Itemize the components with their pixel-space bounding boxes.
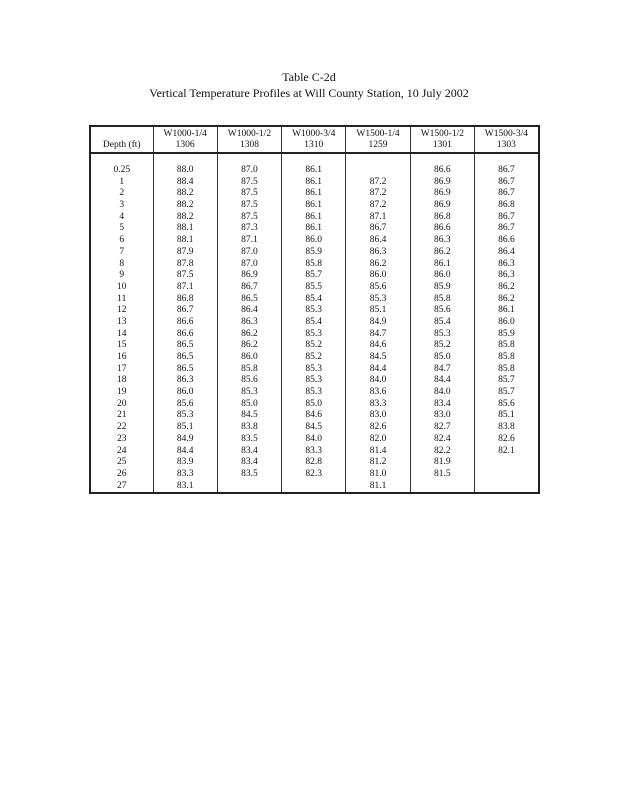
depth-cell: 9 <box>90 270 153 282</box>
temperature-cell: 83.1 <box>153 481 217 494</box>
spacer-cell <box>90 153 153 165</box>
temperature-cell: 85.6 <box>153 399 217 411</box>
temperature-cell: 83.8 <box>474 422 538 434</box>
temperature-cell <box>474 481 538 494</box>
temperature-cell: 85.9 <box>410 282 474 294</box>
temperature-cell: 88.2 <box>153 188 217 200</box>
temperature-cell: 86.3 <box>346 247 410 259</box>
temperature-cell: 82.7 <box>410 422 474 434</box>
table-row <box>90 399 539 411</box>
spacer-cell <box>282 153 346 165</box>
temperature-cell: 85.4 <box>282 317 346 329</box>
temperature-cell: 85.7 <box>474 375 538 387</box>
depth-cell: 5 <box>90 223 153 235</box>
temperature-cell: 86.1 <box>410 259 474 271</box>
temperature-cell: 85.8 <box>474 364 538 376</box>
temperature-cell: 86.6 <box>153 329 217 341</box>
table-row <box>90 329 539 341</box>
table-row <box>90 434 539 446</box>
table-row <box>90 469 539 481</box>
temperature-cell: 86.3 <box>474 259 538 271</box>
temperature-cell: 84.0 <box>346 375 410 387</box>
temperature-cell: 87.1 <box>153 282 217 294</box>
temperature-cell: 82.2 <box>410 446 474 458</box>
temperature-cell: 83.4 <box>217 457 281 469</box>
temperature-cell: 88.2 <box>153 200 217 212</box>
temperature-cell: 84.9 <box>153 434 217 446</box>
temperature-cell: 87.2 <box>346 188 410 200</box>
depth-header <box>90 126 153 153</box>
table-row <box>90 305 539 317</box>
depth-cell: 16 <box>90 352 153 364</box>
temperature-cell: 82.6 <box>474 434 538 446</box>
column-header <box>282 126 346 153</box>
temperature-cell: 86.1 <box>282 177 346 189</box>
temperature-cell: 85.7 <box>282 270 346 282</box>
temperature-cell: 85.4 <box>282 294 346 306</box>
spacer-cell <box>474 153 538 165</box>
temperature-cell: 86.4 <box>217 305 281 317</box>
temperature-cell: 86.7 <box>153 305 217 317</box>
depth-cell: 26 <box>90 469 153 481</box>
temperature-cell: 86.1 <box>282 223 346 235</box>
temperature-cell: 83.3 <box>346 399 410 411</box>
temperature-cell: 86.7 <box>474 188 538 200</box>
temperature-cell: 86.3 <box>474 270 538 282</box>
table-subtitle: Vertical Temperature Profiles at Will County Station, 10 July 2002 <box>149 86 469 100</box>
header-row <box>90 126 539 153</box>
temperature-cell: 83.5 <box>217 469 281 481</box>
depth-cell: 20 <box>90 399 153 411</box>
temperature-cell: 86.1 <box>282 188 346 200</box>
table-row <box>90 481 539 494</box>
depth-cell: 2 <box>90 188 153 200</box>
temperature-cell: 86.2 <box>474 294 538 306</box>
table-row <box>90 212 539 224</box>
temperature-cell: 85.8 <box>217 364 281 376</box>
temperature-cell: 82.3 <box>282 469 346 481</box>
temperature-cell: 86.6 <box>474 235 538 247</box>
table-row <box>90 340 539 352</box>
temperature-cell: 86.5 <box>153 352 217 364</box>
temperature-cell <box>474 457 538 469</box>
temperature-cell: 88.0 <box>153 165 217 177</box>
table-row <box>90 457 539 469</box>
depth-cell: 13 <box>90 317 153 329</box>
column-name: W1000-3/4 <box>292 129 336 139</box>
temperature-cell: 86.2 <box>410 247 474 259</box>
temperature-cell: 87.0 <box>217 165 281 177</box>
temperature-cell: 83.5 <box>217 434 281 446</box>
depth-cell: 1 <box>90 177 153 189</box>
column-time: 1306 <box>175 140 195 150</box>
column-name: W1500-3/4 <box>484 129 529 139</box>
column-header <box>217 126 281 153</box>
temperature-cell <box>282 481 346 494</box>
temperature-cell: 83.3 <box>282 446 346 458</box>
temperature-cell: 85.4 <box>410 317 474 329</box>
temperature-cell: 88.2 <box>153 212 217 224</box>
column-time: 1259 <box>368 140 388 150</box>
temperature-cell: 84.4 <box>410 375 474 387</box>
temperature-cell: 87.5 <box>217 188 281 200</box>
table-row <box>90 270 539 282</box>
table-row <box>90 446 539 458</box>
temperature-cell: 86.7 <box>474 212 538 224</box>
temperature-cell: 86.6 <box>153 317 217 329</box>
column-name: W1000-1/4 <box>163 129 207 139</box>
spacer-cell <box>153 153 217 165</box>
depth-cell: 4 <box>90 212 153 224</box>
temperature-cell: 84.6 <box>346 340 410 352</box>
temperature-cell: 85.2 <box>282 340 346 352</box>
temperature-cell: 86.0 <box>217 352 281 364</box>
temperature-cell: 86.0 <box>282 235 346 247</box>
temperature-cell: 85.1 <box>153 422 217 434</box>
depth-cell: 8 <box>90 259 153 271</box>
temperature-cell: 85.1 <box>346 305 410 317</box>
temperature-cell: 86.1 <box>474 305 538 317</box>
temperature-cell: 87.5 <box>217 177 281 189</box>
temperature-cell: 86.5 <box>153 364 217 376</box>
temperature-cell: 85.0 <box>282 399 346 411</box>
table-title: Table C-2d <box>282 70 336 84</box>
temperature-cell: 86.4 <box>474 247 538 259</box>
temperature-cell: 84.0 <box>282 434 346 446</box>
temperature-cell: 87.5 <box>217 200 281 212</box>
spacer-row <box>90 153 539 165</box>
column-header <box>153 126 217 153</box>
depth-cell: 6 <box>90 235 153 247</box>
temperature-cell: 86.6 <box>410 223 474 235</box>
temperature-cell: 86.2 <box>346 259 410 271</box>
temperature-cell: 85.8 <box>410 294 474 306</box>
temperature-cell: 85.2 <box>282 352 346 364</box>
depth-cell: 3 <box>90 200 153 212</box>
table-row <box>90 188 539 200</box>
temperature-cell: 85.3 <box>153 410 217 422</box>
temperature-cell: 88.1 <box>153 223 217 235</box>
table-row <box>90 375 539 387</box>
temperature-cell: 86.8 <box>153 294 217 306</box>
temperature-cell: 86.8 <box>474 200 538 212</box>
column-name: W1000-1/2 <box>227 129 272 139</box>
temperature-cell: 87.9 <box>153 247 217 259</box>
table-body <box>90 153 539 493</box>
temperature-cell: 87.0 <box>217 247 281 259</box>
temperature-cell: 84.6 <box>282 410 346 422</box>
temperature-cell: 86.7 <box>474 223 538 235</box>
temperature-cell: 82.6 <box>346 422 410 434</box>
temperature-cell: 86.2 <box>217 329 281 341</box>
temperature-cell: 81.5 <box>410 469 474 481</box>
temperature-cell <box>346 165 410 177</box>
depth-cell: 7 <box>90 247 153 259</box>
temperature-cell: 85.3 <box>282 305 346 317</box>
spacer-cell <box>346 153 410 165</box>
table-row <box>90 177 539 189</box>
temperature-cell: 84.5 <box>217 410 281 422</box>
temperature-cell: 87.2 <box>346 177 410 189</box>
temperature-cell: 85.3 <box>217 387 281 399</box>
depth-cell: 24 <box>90 446 153 458</box>
table-row <box>90 410 539 422</box>
temperature-cell <box>217 481 281 494</box>
temperature-cell <box>410 481 474 494</box>
temperature-cell: 82.1 <box>474 446 538 458</box>
temperature-cell: 87.5 <box>153 270 217 282</box>
column-time: 1308 <box>239 140 259 150</box>
column-time: 1310 <box>304 140 324 150</box>
table-row <box>90 282 539 294</box>
temperature-cell: 87.5 <box>217 212 281 224</box>
table-row <box>90 422 539 434</box>
temperature-cell: 82.0 <box>346 434 410 446</box>
temperature-cell: 83.4 <box>217 446 281 458</box>
temperature-cell: 86.0 <box>153 387 217 399</box>
temperature-cell: 83.8 <box>217 422 281 434</box>
temperature-cell: 83.3 <box>153 469 217 481</box>
table-row <box>90 364 539 376</box>
temperature-cell: 83.9 <box>153 457 217 469</box>
temperature-cell: 82.8 <box>282 457 346 469</box>
temperature-cell: 86.9 <box>410 200 474 212</box>
table-row <box>90 259 539 271</box>
temperature-cell: 86.1 <box>282 212 346 224</box>
temperature-cell: 85.7 <box>474 387 538 399</box>
temperature-cell: 85.3 <box>282 329 346 341</box>
column-name: W1500-1/4 <box>356 129 400 139</box>
temperature-cell: 86.3 <box>217 317 281 329</box>
temperature-cell: 87.0 <box>217 259 281 271</box>
depth-header-label: Depth (ft) <box>102 140 141 150</box>
table-row <box>90 294 539 306</box>
temperature-cell: 88.1 <box>153 235 217 247</box>
temperature-cell: 85.8 <box>474 352 538 364</box>
depth-cell: 21 <box>90 410 153 422</box>
temperature-cell: 86.5 <box>217 294 281 306</box>
column-time: 1303 <box>496 140 516 150</box>
temperature-cell: 85.2 <box>410 340 474 352</box>
table-row <box>90 165 539 177</box>
temperature-cell: 85.1 <box>474 410 538 422</box>
temperature-cell: 86.1 <box>282 165 346 177</box>
depth-cell: 14 <box>90 329 153 341</box>
temperature-cell: 85.0 <box>217 399 281 411</box>
temperature-cell: 86.3 <box>153 375 217 387</box>
temperature-cell: 86.0 <box>410 270 474 282</box>
table-row <box>90 235 539 247</box>
temperature-cell: 81.1 <box>346 481 410 494</box>
temperature-cell: 84.7 <box>346 329 410 341</box>
temperature-cell: 84.7 <box>410 364 474 376</box>
temperature-cell: 85.9 <box>474 329 538 341</box>
temperature-cell: 86.2 <box>474 282 538 294</box>
depth-cell: 15 <box>90 340 153 352</box>
temperature-cell: 87.3 <box>217 223 281 235</box>
depth-cell: 10 <box>90 282 153 294</box>
depth-cell: 25 <box>90 457 153 469</box>
table-row <box>90 247 539 259</box>
table-row <box>90 200 539 212</box>
temperature-cell: 86.9 <box>217 270 281 282</box>
temperature-cell: 87.1 <box>346 212 410 224</box>
depth-cell: 19 <box>90 387 153 399</box>
depth-cell: 27 <box>90 481 153 494</box>
temperature-cell: 81.0 <box>346 469 410 481</box>
depth-cell: 0.25 <box>90 165 153 177</box>
temperature-cell: 85.9 <box>282 247 346 259</box>
table-row <box>90 223 539 235</box>
temperature-cell: 85.3 <box>282 375 346 387</box>
temperature-cell: 84.0 <box>410 387 474 399</box>
temperature-cell: 84.5 <box>282 422 346 434</box>
temperature-cell: 82.4 <box>410 434 474 446</box>
temperature-cell: 86.9 <box>410 188 474 200</box>
depth-cell: 18 <box>90 375 153 387</box>
temperature-cell: 84.5 <box>346 352 410 364</box>
depth-cell: 17 <box>90 364 153 376</box>
temperature-cell: 85.6 <box>217 375 281 387</box>
temperature-cell: 85.6 <box>474 399 538 411</box>
temperature-cell: 85.3 <box>346 294 410 306</box>
temperature-cell: 84.9 <box>346 317 410 329</box>
temperature-cell: 83.0 <box>410 410 474 422</box>
spacer-cell <box>217 153 281 165</box>
temperature-cell: 84.4 <box>346 364 410 376</box>
temperature-cell: 85.6 <box>410 305 474 317</box>
depth-cell: 12 <box>90 305 153 317</box>
temperature-cell: 86.7 <box>474 165 538 177</box>
temperature-cell: 83.4 <box>410 399 474 411</box>
column-header <box>474 126 538 153</box>
temperature-cell: 87.1 <box>217 235 281 247</box>
temperature-cell <box>474 469 538 481</box>
temperature-cell: 85.6 <box>346 282 410 294</box>
temperature-cell: 86.7 <box>474 177 538 189</box>
temperature-cell: 85.8 <box>282 259 346 271</box>
table-row <box>90 387 539 399</box>
temperature-cell: 81.9 <box>410 457 474 469</box>
depth-cell: 22 <box>90 422 153 434</box>
temperature-cell: 86.2 <box>217 340 281 352</box>
column-header <box>410 126 474 153</box>
table-row <box>90 317 539 329</box>
column-name: W1500-1/2 <box>420 129 464 139</box>
temperature-cell: 81.4 <box>346 446 410 458</box>
depth-cell: 23 <box>90 434 153 446</box>
temperature-cell: 86.1 <box>282 200 346 212</box>
temperature-cell: 85.3 <box>282 387 346 399</box>
temperature-cell: 88.4 <box>153 177 217 189</box>
temperature-cell: 86.7 <box>217 282 281 294</box>
temperature-cell: 86.0 <box>346 270 410 282</box>
temperature-table <box>89 125 540 494</box>
temperature-cell: 86.8 <box>410 212 474 224</box>
temperature-cell: 85.5 <box>282 282 346 294</box>
column-header <box>346 126 410 153</box>
temperature-cell: 86.0 <box>474 317 538 329</box>
temperature-cell: 83.0 <box>346 410 410 422</box>
spacer-cell <box>410 153 474 165</box>
temperature-cell: 85.8 <box>474 340 538 352</box>
temperature-cell: 86.4 <box>346 235 410 247</box>
temperature-cell: 85.0 <box>410 352 474 364</box>
temperature-cell: 85.3 <box>282 364 346 376</box>
table-row <box>90 352 539 364</box>
depth-cell: 11 <box>90 294 153 306</box>
temperature-cell: 86.3 <box>410 235 474 247</box>
temperature-cell: 86.9 <box>410 177 474 189</box>
temperature-cell: 86.5 <box>153 340 217 352</box>
temperature-cell: 84.4 <box>153 446 217 458</box>
temperature-cell: 83.6 <box>346 387 410 399</box>
temperature-cell: 87.2 <box>346 200 410 212</box>
temperature-cell: 87.8 <box>153 259 217 271</box>
temperature-cell: 85.3 <box>410 329 474 341</box>
temperature-cell: 81.2 <box>346 457 410 469</box>
temperature-cell: 86.7 <box>346 223 410 235</box>
column-time: 1301 <box>432 140 452 150</box>
temperature-cell: 86.6 <box>410 165 474 177</box>
